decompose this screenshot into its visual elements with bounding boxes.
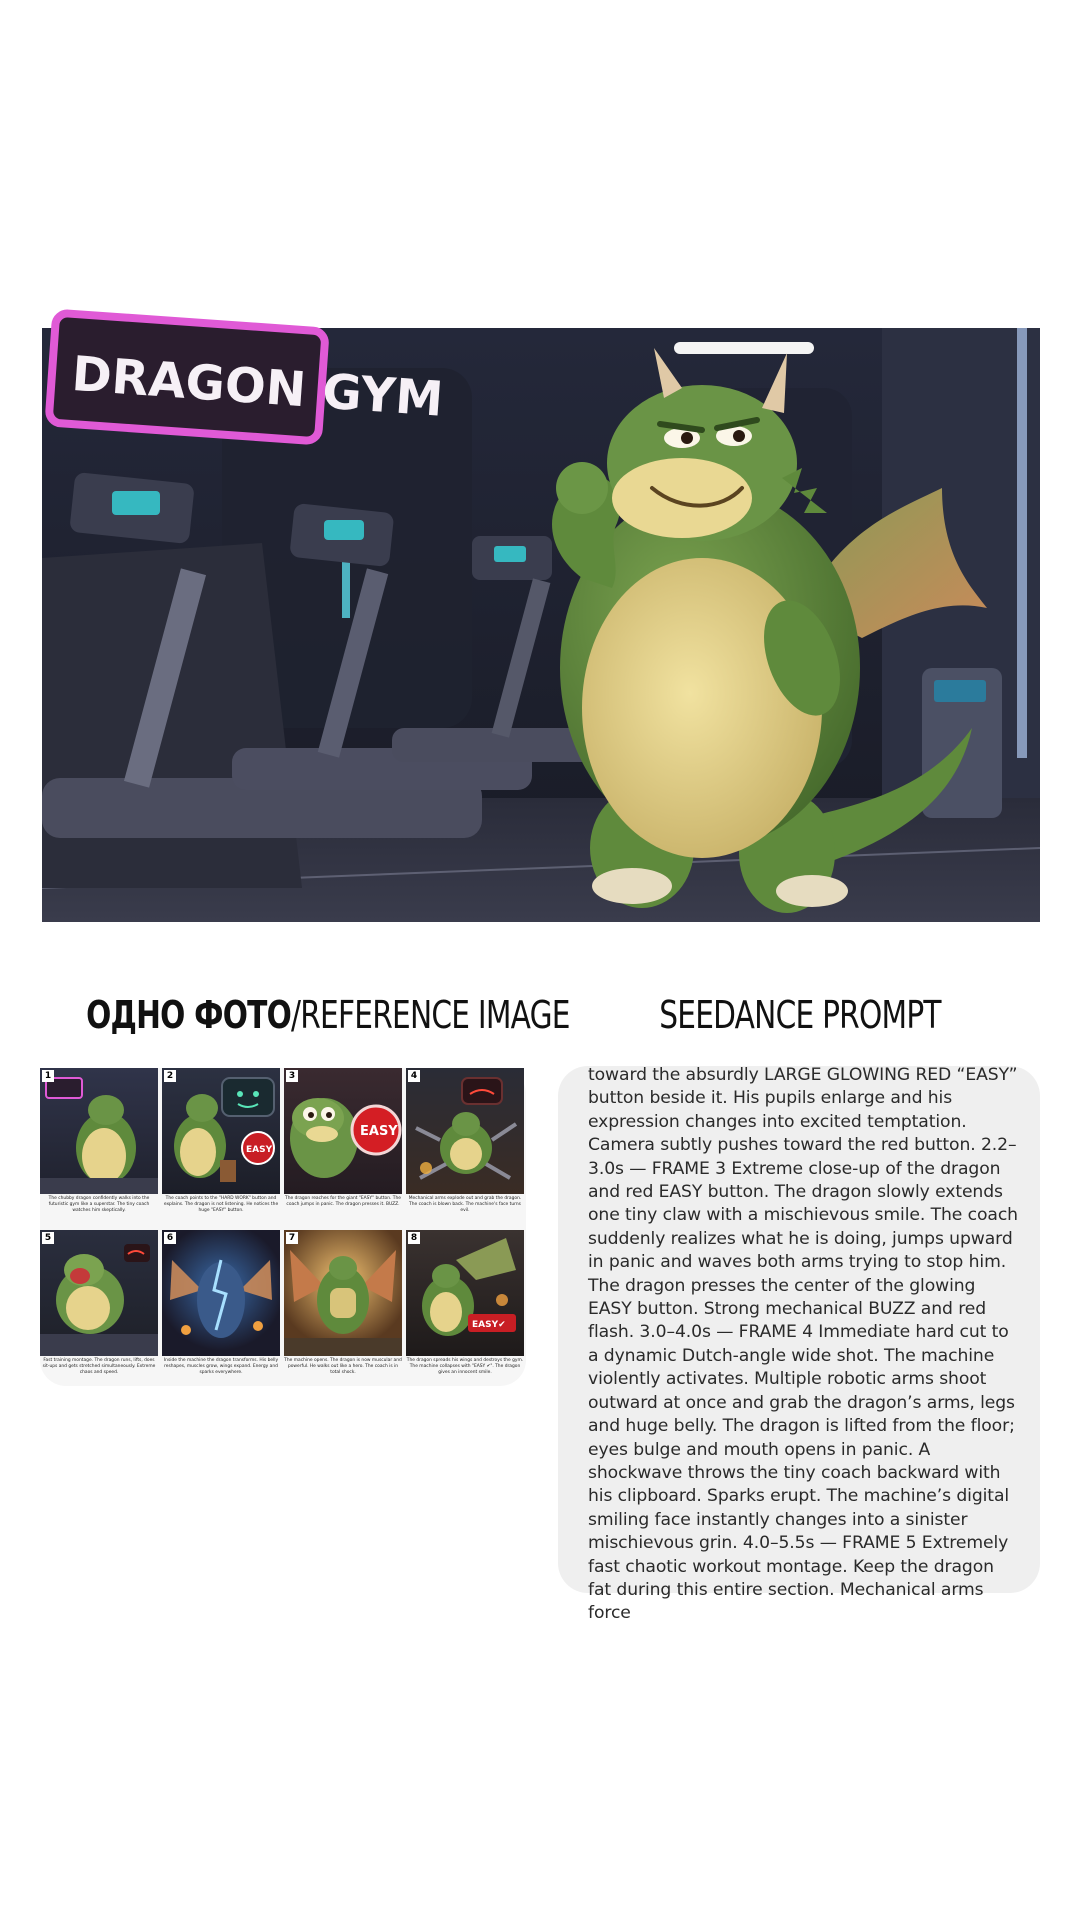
frame-caption: The coach points to the "HARD WORK" button and explains. The dragon is not listening. He notices the huge "EASY" button. [163,1196,279,1213]
reference-heading-english: /REFERENCE IMAGE [291,993,570,1037]
easy-check-label: EASY✔ [472,1320,506,1330]
frame-number: 5 [42,1232,54,1244]
reference-image-heading [86,990,570,1040]
frame-number: 3 [286,1070,298,1082]
storyboard-frame-1 [40,1068,158,1220]
storyboard-frame-6 [162,1230,280,1382]
neon-sign-text: DRAGON GYM [70,346,445,428]
frame-number: 8 [408,1232,420,1244]
frame-number: 4 [408,1070,420,1082]
seedance-prompt-heading: SEEDANCE PROMPT [659,993,941,1037]
easy-button-label: EASY [360,1124,398,1139]
frame-caption: The chubby dragon confidently walks into the futuristic gym like a superstar. The tiny coach watches him skeptically. [48,1196,150,1213]
frame-caption: Inside the machine the dragon transforms. His belly reshapes, muscles grow, wings expand. Energy and sparks everywhere. [163,1358,279,1375]
frame-number: 6 [164,1232,176,1244]
storyboard-frame-3 [284,1068,402,1220]
frame-caption: The dragon spreads his wings and destroys the gym. The machine collapses with "EASY ✔". The dragon gives an innocent smile. [406,1358,524,1375]
frame-number: 2 [164,1070,176,1082]
frame-caption: The machine opens. The dragon is now muscular and powerful. He walks out like a hero. The coach is in total shock. [284,1358,402,1375]
easy-button-label: EASY [246,1145,273,1155]
frame-caption: Fast training montage. The dragon runs, lifts, does sit-ups and gets stretched simultaneously. Extreme chaos and speed. [42,1358,156,1375]
frame-caption: The dragon reaches for the giant "EASY" button. The coach jumps in panic. The dragon presses it. BUZZ. [285,1196,401,1207]
seedance-prompt-text: toward the absurdly LARGE GLOWING RED “EASY” button beside it. His pupils enlarge and his expression changes into excited temptation. Camera subtly pushes toward the red button. 2.2–3.0s — FRAME 3 Extreme close-up of the dragon and red EASY button. The dragon slowly extends one tiny claw with a mischievous smile. The coach suddenly realizes what he is doing, jumps upward in panic and waves both arms trying to stop him. The dragon presses the center of the glowing EASY button. Strong mechanical BUZZ and red flash. 3.0–4.0s — FRAME 4 Immediate hard cut to a dynamic Dutch-angle wide shot. The machine violently activates. Multiple robotic arms shoot outward at once and grab the dragon’s arms, legs and huge belly. The dragon is lifted from the floor; eyes bulge and mouth opens in panic. A shockwave throws the tiny coach backward with his clipboard. Sparks erupt. The machine’s digital smiling face instantly changes into a sinister mischievous grin. 4.0–5.5s — FRAME 5 Extremely fast chaotic workout montage. Keep the dragon fat during this entire section. Mechanical arms force [588,1065,1018,1624]
seedance-prompt-panel[interactable] [558,1065,1040,1624]
storyboard-frame-7 [284,1230,402,1382]
reference-storyboard-image [40,1068,526,1386]
storyboard-frame-2 [162,1068,280,1220]
frame-caption: Mechanical arms explode out and grab the dragon. The coach is blown back. The machine's face turns evil. [408,1196,522,1213]
reference-heading-russian: ОДНО ФОТО [86,993,292,1037]
storyboard-frame-8 [406,1230,524,1382]
frame-number: 7 [286,1232,298,1244]
dragon-gym-illustration [42,328,1040,922]
storyboard-frame-4 [406,1068,524,1220]
frame-number: 1 [42,1070,54,1082]
hero-image [42,328,1040,922]
storyboard-frame-5 [40,1230,158,1382]
